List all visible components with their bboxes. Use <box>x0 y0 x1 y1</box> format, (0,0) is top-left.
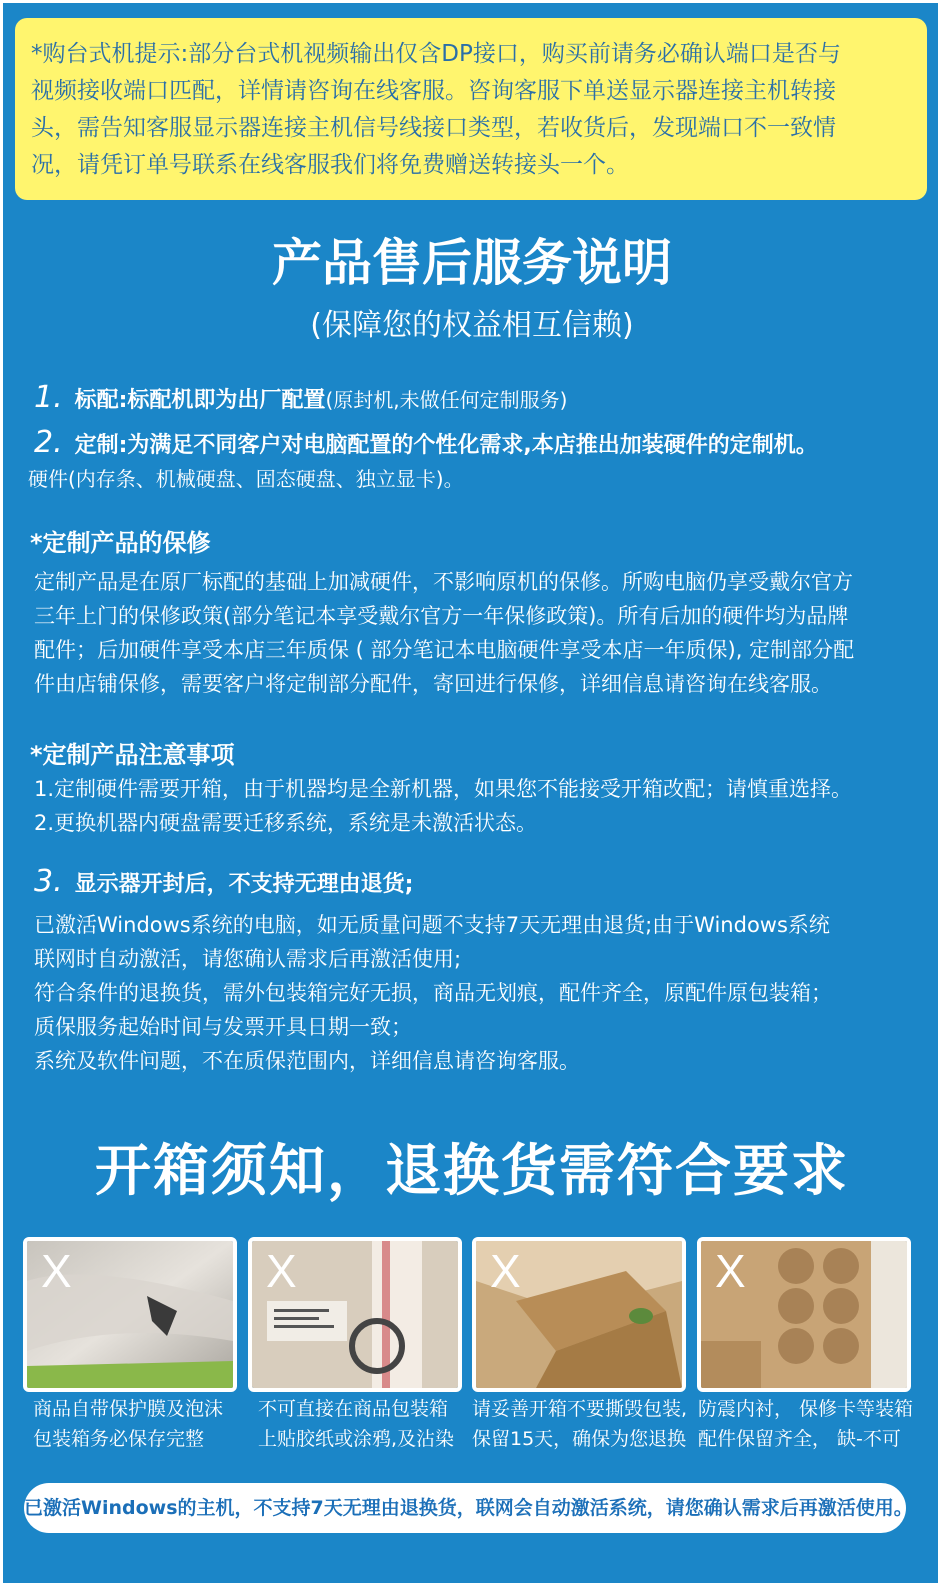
item-bold-text: 显示器开封后，不支持无理由退货; <box>74 872 414 897</box>
policy-line: 联网时自动激活，请您确认需求后再激活使用; <box>34 947 462 971</box>
desktop-notice-box <box>15 18 927 200</box>
warranty-line: 定制产品是在原厂标配的基础上加减硬件，不影响原机的保修。所购电脑仍享受戴尔官方 <box>34 570 853 594</box>
notes-line: 2.更换机器内硬盘需要迁移系统，系统是未激活状态。 <box>34 811 538 835</box>
return-policy-paragraph <box>34 908 914 1078</box>
photo-pulp-insert <box>697 1237 911 1392</box>
caption-line: 配件保留齐全， 缺-不可 <box>698 1428 901 1450</box>
caption-line: 商品自带保护膜及泡沫 <box>33 1398 224 1420</box>
caption-line: 请妥善开箱不要撕毁包装, <box>472 1398 688 1420</box>
page-subtitle: (保障您的权益相互信赖) <box>310 308 634 343</box>
item-standard <box>34 378 567 422</box>
policy-line: 符合条件的退换货，需外包装箱完好无损，商品无划痕，配件齐全，原配件原包装箱； <box>34 981 832 1005</box>
photo-opened-box <box>472 1237 686 1392</box>
item-bold-text: 定制:为满足不同客户对电脑配置的个性化需求,本店推出加装硬件的定制机。 <box>74 433 818 458</box>
item-bold-text: 标配:标配机即为出厂配置 <box>74 388 326 413</box>
photo-caption <box>33 1394 255 1454</box>
caption-line: 包装箱务必保存完整 <box>33 1428 205 1450</box>
policy-line: 质保服务起始时间与发票开具日期一致； <box>34 1015 412 1039</box>
warranty-heading: *定制产品的保修 <box>30 529 211 557</box>
policy-line: 已激活Windows系统的电脑，如无质量问题不支持7天无理由退货;由于Windows系统 <box>34 913 830 937</box>
photo-caption <box>472 1394 694 1454</box>
item-custom-detail: 硬件(内存条、机械硬盘、固态硬盘、独立显卡)。 <box>28 467 464 491</box>
caption-line: 保留15天，确保为您退换 <box>472 1428 687 1450</box>
photo-protective-film <box>23 1237 237 1392</box>
close-icon: X <box>490 1245 521 1297</box>
unboxing-title: 开箱须知，退换货需符合要求 <box>95 1139 849 1204</box>
item-number: 3. <box>34 864 63 899</box>
close-icon: X <box>266 1245 297 1297</box>
caption-line: 防震内衬， 保修卡等装箱 <box>698 1398 914 1420</box>
notes-line: 1.定制硬件需要开箱，由于机器均是全新机器，如果您不能接受开箱改配；请慎重选择。 <box>34 777 853 801</box>
warranty-line: 件由店铺保修，需要客户将定制部分配件，寄回进行保修，详细信息请咨询在线客服。 <box>34 672 832 696</box>
close-icon: X <box>715 1245 746 1297</box>
policy-line: 系统及软件问题，不在质保范围内，详细信息请咨询客服。 <box>34 1049 580 1073</box>
notes-heading: *定制产品注意事项 <box>30 741 235 769</box>
caption-line: 不可直接在商品包装箱 <box>258 1398 449 1420</box>
photo-caption <box>258 1394 480 1454</box>
notice-line: *购台式机提示:部分台式机视频输出仅含DP接口，购买前请务必确认端口是否与 <box>31 41 841 67</box>
notice-line: 头，需告知客服显示器连接主机信号线接口类型，若收货后，发现端口不一致情 <box>31 115 836 141</box>
photo-caption <box>698 1394 920 1454</box>
item-monitor <box>34 862 413 906</box>
notice-line: 况，请凭订单号联系在线客服我们将免费赠送转接头一个。 <box>31 152 629 178</box>
notes-paragraph <box>34 772 914 840</box>
close-icon: X <box>41 1245 72 1297</box>
item-number: 2. <box>34 425 63 460</box>
caption-line: 上贴胶纸或涂鸦,及沾染 <box>258 1428 455 1450</box>
activation-footer-note: 已激活Windows的主机，不支持7天无理由退换货，联网会自动激活系统，请您确认需求后再激活使用。 <box>24 1483 906 1533</box>
warranty-line: 三年上门的保修政策(部分笔记本享受戴尔官方一年保修政策)。所有后加的硬件均为品牌 <box>34 604 849 628</box>
notice-line: 视频接收端口匹配，详情请咨询在线客服。咨询客服下单送显示器连接主机转接 <box>31 78 836 104</box>
page-title: 产品售后服务说明 <box>272 234 672 292</box>
warranty-line: 配件；后加硬件享受本店三年质保 ( 部分笔记本电脑硬件享受本店一年质保), 定制部分配 <box>34 638 855 662</box>
photo-taped-box <box>248 1237 462 1392</box>
item-text: (原封机,未做任何定制服务) <box>325 388 568 412</box>
warranty-paragraph <box>34 565 914 701</box>
item-custom <box>34 423 818 467</box>
item-number: 1. <box>34 380 63 415</box>
